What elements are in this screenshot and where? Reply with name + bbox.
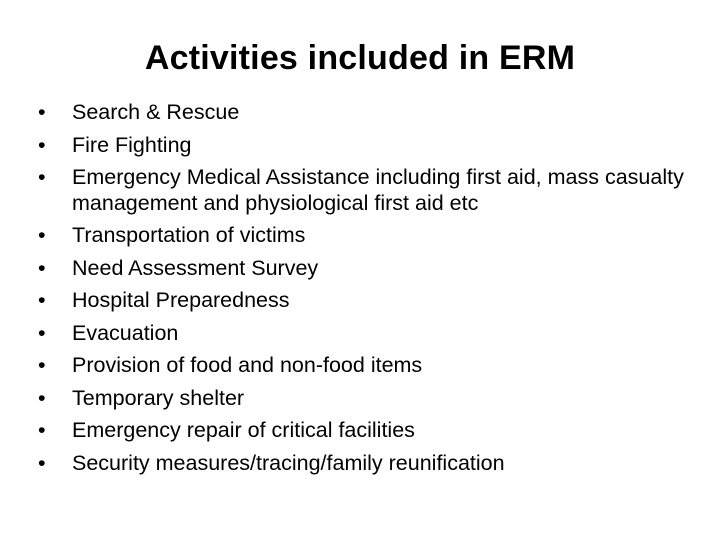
list-item-text: Provision of food and non-food items — [72, 353, 423, 377]
list-item-text: Security measures/tracing/family reunification — [72, 450, 505, 475]
slide-title: Activities included in ERM — [144, 39, 576, 77]
bullet-icon: • — [38, 165, 46, 189]
list-item-text: Need Assessment Survey — [72, 255, 319, 280]
list-item-text: Hospital Preparedness — [72, 288, 290, 312]
bullet-icon: • — [38, 385, 46, 410]
list-item — [38, 96, 698, 129]
list-item-text: Evacuation — [72, 320, 179, 345]
list-item — [38, 317, 698, 350]
bullet-icon: • — [38, 223, 46, 247]
bullet-icon: • — [38, 100, 46, 124]
list-item-text: Transportation of victims — [72, 223, 306, 247]
list-item — [38, 129, 698, 162]
list-item-text: Emergency repair of critical facilities — [72, 418, 415, 442]
list-item — [38, 284, 698, 317]
list-item-text: Fire Fighting — [72, 132, 192, 157]
bullet-icon: • — [38, 450, 46, 475]
bullet-icon: • — [38, 320, 46, 345]
list-item-text: Search & Rescue — [72, 100, 240, 124]
list-item — [38, 414, 698, 447]
list-item — [38, 161, 698, 219]
bullet-icon: • — [38, 288, 46, 312]
bullet-icon: • — [38, 255, 46, 280]
bullet-icon: • — [38, 418, 46, 442]
list-item — [38, 447, 698, 480]
bullet-icon: • — [38, 132, 46, 157]
list-item — [38, 349, 698, 382]
bullet-list — [38, 96, 698, 479]
list-item-text: Temporary shelter — [72, 385, 245, 410]
list-item-text: Emergency Medical Assistance including first aid, mass casualty management and physiological first aid etc — [72, 165, 684, 215]
list-item — [38, 219, 698, 252]
bullet-icon: • — [38, 353, 46, 377]
list-item — [38, 252, 698, 285]
list-item — [38, 382, 698, 415]
